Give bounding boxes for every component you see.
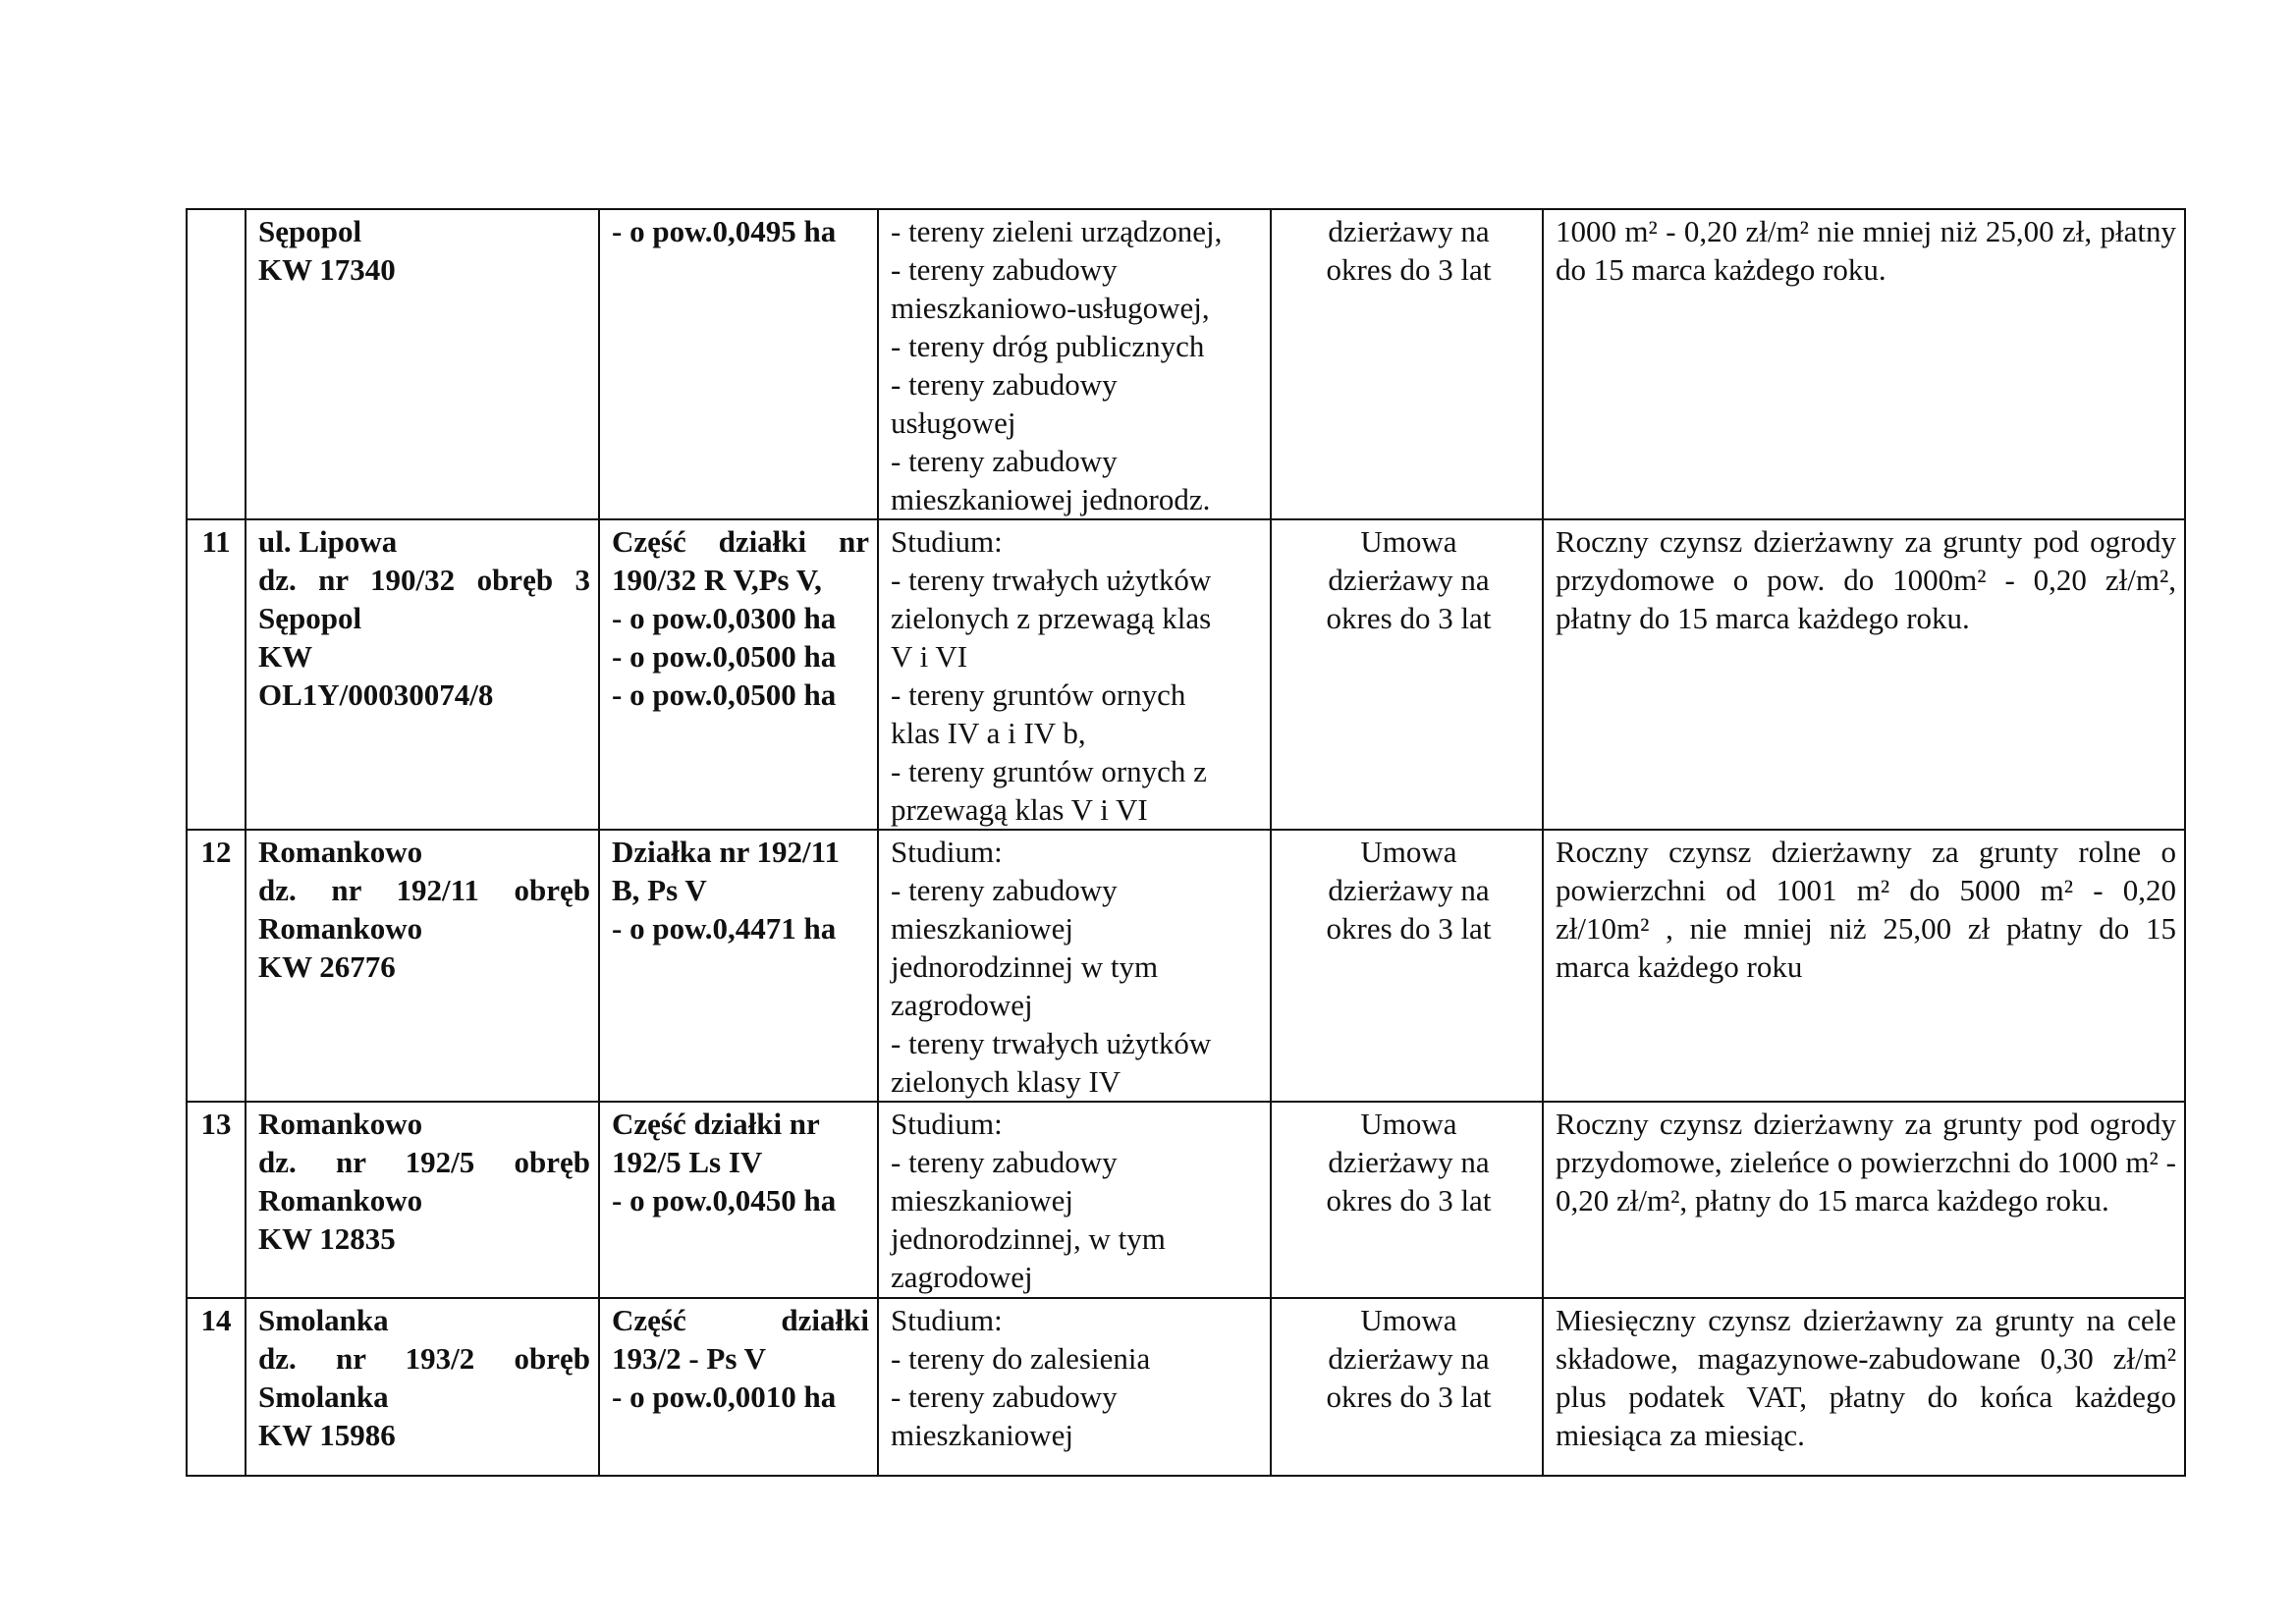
land-use-line: - tereny trwałych użytków (891, 563, 1212, 597)
contract-form-line: okres do 3 lat (1326, 1380, 1492, 1414)
location-cell (246, 519, 599, 830)
plot-area-line: - o pow.0,4471 ha (612, 911, 837, 946)
rent-cell (1543, 519, 2185, 830)
contract-form-line: Umowa (1360, 524, 1457, 559)
land-use-cell (878, 830, 1271, 1102)
land-use-line: - tereny zabudowy (891, 252, 1118, 287)
table-row (187, 1102, 2185, 1298)
land-use-line: V i VI (891, 639, 968, 674)
plot-area-line: B, Ps V (612, 873, 707, 907)
plot-area-line: Część działki nr (612, 1107, 820, 1141)
land-use-line: zagrodowej (891, 1260, 1033, 1294)
land-use-line: - tereny do zalesienia (891, 1341, 1151, 1376)
location-line: Romankowo (258, 1107, 423, 1141)
row-number-cell (187, 1298, 246, 1476)
land-use-line: zielonych z przewagą klas (891, 601, 1212, 635)
land-use-cell (878, 1102, 1271, 1298)
land-use-line: jednorodzinnej w tym (891, 949, 1159, 984)
location-line: Smolanka (258, 1380, 389, 1414)
row-number-cell (187, 519, 246, 830)
location-line: Romankowo (258, 911, 423, 946)
land-use-line: usługowej (891, 406, 1016, 440)
rent-text: Roczny czynsz dzierżawny za grunty pod ogrody przydomowe, zieleńce o powierzchni do 1000 m² - 0,20 zł/m², płatny do 15 marca każdego roku. (1556, 1107, 2176, 1217)
contract-form-line: dzierżawy na (1328, 1341, 1490, 1376)
table-row (187, 830, 2185, 1102)
lease-table (186, 208, 2186, 1477)
location-line: KW 12835 (258, 1221, 396, 1256)
plot-area-cell (599, 1298, 878, 1476)
plot-area-line: - o pow.0,0450 ha (612, 1183, 837, 1217)
land-use-line: jednorodzinnej, w tym (891, 1221, 1166, 1256)
land-use-line: Studium: (891, 835, 1003, 869)
land-use-line: Studium: (891, 1107, 1003, 1141)
table-row (187, 519, 2185, 830)
contract-form-line: dzierżawy na (1328, 1145, 1490, 1179)
location-line: ul. Lipowa (258, 524, 398, 559)
contract-form-line: dzierżawy na (1328, 563, 1490, 597)
contract-form-line: Umowa (1360, 835, 1457, 869)
rent-text: 1000 m² - 0,20 zł/m² nie mniej niż 25,00 zł, płatny do 15 marca każdego roku. (1556, 214, 2176, 287)
contract-form-cell (1271, 1298, 1543, 1476)
land-use-line: - tereny gruntów ornych z (891, 754, 1207, 788)
land-use-line: zagrodowej (891, 988, 1033, 1022)
land-use-line: - tereny zabudowy (891, 873, 1118, 907)
location-line: dz. nr 193/2 obręb (258, 1341, 590, 1376)
land-use-line: - tereny zabudowy (891, 444, 1118, 478)
location-line: Romankowo (258, 835, 423, 869)
contract-form-line: okres do 3 lat (1326, 252, 1492, 287)
land-use-line: Studium: (891, 1303, 1003, 1337)
contract-form-line: dzierżawy na (1328, 214, 1490, 248)
contract-form-line: okres do 3 lat (1326, 1183, 1492, 1217)
location-line: Smolanka (258, 1303, 389, 1337)
location-line: dz. nr 192/5 obręb (258, 1145, 590, 1179)
contract-form-line: dzierżawy na (1328, 873, 1490, 907)
location-line: KW 15986 (258, 1418, 396, 1452)
plot-area-cell (599, 519, 878, 830)
location-cell (246, 1298, 599, 1476)
rent-text: Miesięczny czynsz dzierżawny za grunty na cele składowe, magazynowe-zabudowane 0,30 zł/m² plus podatek VAT, płatny do końca każdego miesiąca za miesiąc. (1556, 1303, 2176, 1452)
land-use-line: - tereny trwałych użytków (891, 1026, 1212, 1060)
land-use-cell (878, 1298, 1271, 1476)
land-use-cell (878, 209, 1271, 519)
land-use-line: mieszkaniowej (891, 1418, 1073, 1452)
land-use-line: - tereny zabudowy (891, 1380, 1118, 1414)
land-use-line: przewagą klas V i VI (891, 792, 1148, 827)
rent-cell (1543, 1102, 2185, 1298)
contract-form-line: okres do 3 lat (1326, 601, 1492, 635)
land-use-line: - tereny zieleni urządzonej, (891, 214, 1223, 248)
row-number: 13 (200, 1107, 232, 1141)
land-use-line: - tereny gruntów ornych (891, 677, 1186, 712)
row-number-cell (187, 209, 246, 519)
plot-area-line: - o pow.0,0010 ha (612, 1380, 837, 1414)
location-line: Sępopol (258, 214, 362, 248)
land-use-line: mieszkaniowo-usługowej, (891, 291, 1210, 325)
land-use-line: klas IV a i IV b, (891, 716, 1086, 750)
rent-text: Roczny czynsz dzierżawny za grunty pod ogrody przydomowe o pow. do 1000m² - 0,20 zł/m², płatny do 15 marca każdego roku. (1556, 524, 2176, 635)
rent-cell (1543, 209, 2185, 519)
rent-cell (1543, 1298, 2185, 1476)
location-line: dz. nr 190/32 obręb 3 (258, 563, 590, 597)
contract-form-line: Umowa (1360, 1107, 1457, 1141)
location-cell (246, 209, 599, 519)
plot-area-line: - o pow.0,0495 ha (612, 214, 837, 248)
plot-area-line: Część działki (612, 1303, 869, 1337)
plot-area-line: 192/5 Ls IV (612, 1145, 763, 1179)
location-cell (246, 830, 599, 1102)
location-line: dz. nr 192/11 obręb (258, 873, 590, 907)
row-number-cell (187, 830, 246, 1102)
row-number: 11 (201, 524, 231, 559)
land-use-cell (878, 519, 1271, 830)
land-use-line: zielonych klasy IV (891, 1064, 1121, 1099)
contract-form-line: okres do 3 lat (1326, 911, 1492, 946)
row-number: 12 (200, 835, 232, 869)
rent-cell (1543, 830, 2185, 1102)
lease-table-body (187, 209, 2185, 1476)
rent-text: Roczny czynsz dzierżawny za grunty rolne o powierzchni od 1001 m² do 5000 m² - 0,20 zł/10m² , nie mniej niż 25,00 zł płatny do 15 marca każdego roku (1556, 835, 2176, 984)
contract-form-line: Umowa (1360, 1303, 1457, 1337)
plot-area-cell (599, 1102, 878, 1298)
plot-area-cell (599, 209, 878, 519)
plot-area-line: 190/32 R V,Ps V, (612, 563, 822, 597)
plot-area-cell (599, 830, 878, 1102)
plot-area-line: Część działki nr (612, 524, 869, 559)
location-line: KW (258, 639, 313, 674)
location-line: Romankowo (258, 1183, 423, 1217)
location-cell (246, 1102, 599, 1298)
plot-area-line: - o pow.0,0500 ha (612, 639, 837, 674)
land-use-line: - tereny dróg publicznych (891, 329, 1205, 363)
table-row (187, 209, 2185, 519)
location-line: KW 17340 (258, 252, 396, 287)
plot-area-line: - o pow.0,0500 ha (612, 677, 837, 712)
contract-form-cell (1271, 209, 1543, 519)
land-use-line: mieszkaniowej (891, 911, 1073, 946)
land-use-line: Studium: (891, 524, 1003, 559)
contract-form-cell (1271, 519, 1543, 830)
location-line: Sępopol (258, 601, 362, 635)
location-line: KW 26776 (258, 949, 396, 984)
land-use-line: - tereny zabudowy (891, 367, 1118, 402)
land-use-line: - tereny zabudowy (891, 1145, 1118, 1179)
land-use-line: mieszkaniowej jednorodz. (891, 482, 1211, 516)
location-line: OL1Y/00030074/8 (258, 677, 494, 712)
table-row (187, 1298, 2185, 1476)
plot-area-line: Działka nr 192/11 (612, 835, 840, 869)
plot-area-line: - o pow.0,0300 ha (612, 601, 837, 635)
contract-form-cell (1271, 830, 1543, 1102)
row-number-cell (187, 1102, 246, 1298)
land-use-line: mieszkaniowej (891, 1183, 1073, 1217)
contract-form-cell (1271, 1102, 1543, 1298)
row-number: 14 (200, 1303, 232, 1337)
plot-area-line: 193/2 - Ps V (612, 1341, 767, 1376)
